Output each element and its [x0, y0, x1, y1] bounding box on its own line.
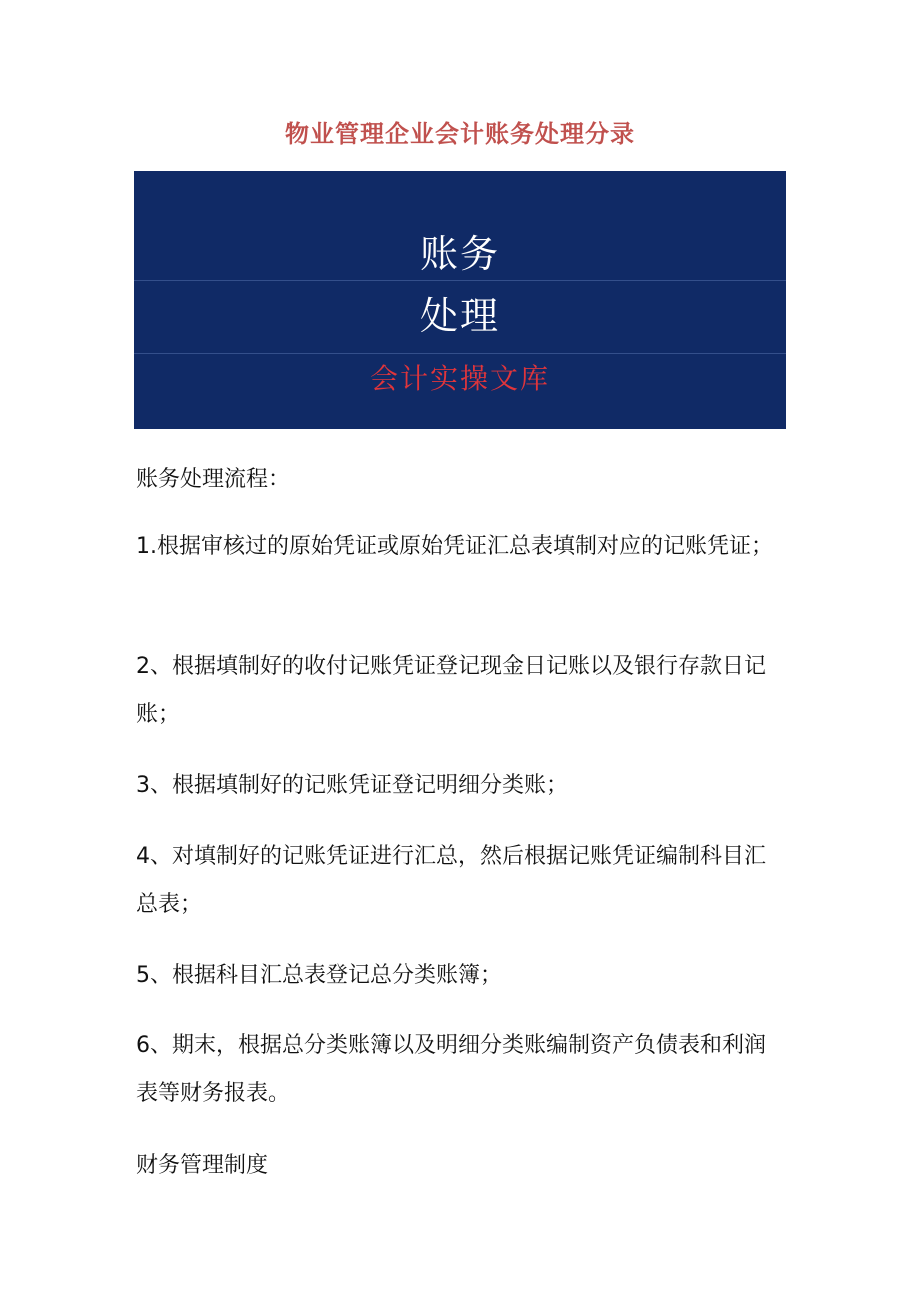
- step-item: 1.根据审核过的原始凭证或原始凭证汇总表填制对应的记账凭证；: [136, 534, 773, 559]
- step-item: 3、根据填制好的记账凭证登记明细分类账；: [136, 773, 568, 798]
- step-item: 5、根据科目汇总表登记总分类账簿；: [136, 963, 502, 988]
- step-item: 2、根据填制好的收付记账凭证登记现金日记账以及银行存款日记账；: [136, 654, 766, 727]
- banner-divider: [134, 280, 786, 281]
- step-item: 4、对填制好的记账凭证进行汇总，然后根据记账凭证编制科目汇总表；: [136, 844, 766, 917]
- banner-subtitle: 会计实操文库: [369, 362, 550, 395]
- banner-title-line1: 账务: [419, 232, 500, 276]
- section-heading: 账务处理流程：: [136, 467, 291, 492]
- step-item: 6、期末，根据总分类账簿以及明细分类账编制资产负债表和利润表等财务报表。: [136, 1033, 766, 1106]
- footer-heading: 财务管理制度: [136, 1153, 269, 1178]
- banner-title-line2: 处理: [419, 294, 500, 338]
- cover-banner: [134, 171, 786, 429]
- banner-divider: [134, 353, 786, 354]
- document-title: 物业管理企业会计账务处理分录: [285, 120, 635, 148]
